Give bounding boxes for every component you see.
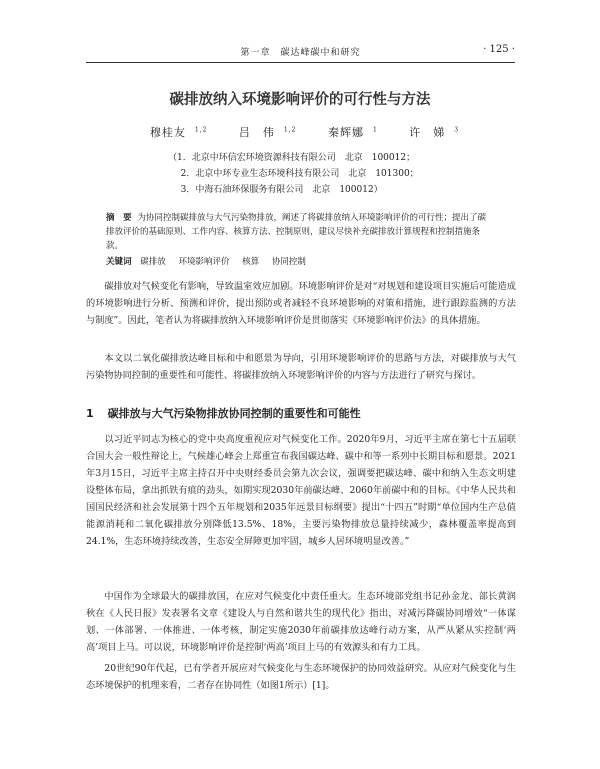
body-paragraph: 20世纪90年代起，已有学者开展应对气候变化与生态环境保护的协同效益研究。从应对气候变化与生态环境保护的机理来看，二者存在协同性（如图1所示）[1]。 (86, 663, 516, 691)
keyword: 协同控制 (271, 257, 306, 267)
author-affil-sup: 1 (372, 126, 378, 134)
author (141, 126, 208, 139)
abstract-text: 为协同控制碳排放与大气污染物排放，阐述了将碳排放纳入环境影响评价的可行性；提出了碳排放评价的基础原则、工作内容、核算方法、控制原则，建议尽快补充碳排放计算规程和控制措施条款。 (106, 213, 487, 251)
keywords-label: 关键词 (106, 257, 132, 267)
body-paragraph: 碳排放对气候变化有影响，导致温室效应加剧。环境影响评价是对“对规划和建设项目实施后可能造成的环境影响进行分析、预测和评价，提出预防或者减轻不良环境影响的对策和措施，进行跟踪监测的方法与制度”。因此，笔者认为将碳排放纳入环境影响评价是贯彻落实《环境影响评价法》的具体措施。 (86, 281, 516, 326)
body-paragraph: 本文以二氧化碳排放达峰目标和中和愿景为导向，引用环境影响评价的思路与方法，对碳排放与大气污染物协同控制的重要性和可能性、将碳排放纳入环境影响评价的内容与方法进行了研究与探讨。 (86, 353, 516, 381)
author-affil-sup: 1,2 (283, 126, 297, 134)
author-affil-sup: 1,2 (194, 126, 208, 134)
author-name: 许 娣 (409, 126, 446, 139)
author-name: 秦辉娜 (327, 126, 364, 139)
abstract (106, 211, 491, 253)
page-number: · 125 · (483, 44, 515, 55)
affiliation: 2．北京中环专业生态环境科技有限公司 北京 101300； (180, 169, 419, 179)
paper-title: 碳排放纳入环境影响评价的可行性与方法 (169, 92, 431, 108)
author (319, 126, 378, 139)
chapter-title: 第一章 碳达峰碳中和研究 (240, 48, 361, 58)
affiliation: （1．北京中环信宏环境资源科技有限公司 北京 100012； (168, 153, 416, 163)
author-affil-sup: 3 (454, 126, 460, 134)
abstract-label: 摘 要 (106, 213, 132, 223)
author-name: 吕 伟 (238, 126, 275, 139)
section-heading (86, 405, 361, 421)
author-list (0, 124, 600, 140)
section-number: 1 (86, 407, 94, 420)
running-header (86, 42, 515, 63)
keyword: 碳排放 (140, 257, 166, 267)
author-name: 穆桂友 (149, 126, 186, 139)
keyword: 环境影响评价 (178, 257, 230, 267)
affiliation: 3．中海石油环保服务有限公司 北京 100012） (180, 185, 383, 195)
author (230, 126, 297, 139)
body-paragraph: 中国作为全球最大的碳排放国，在应对气候变化中责任重大。生态环境部党组书记孙金龙、部长黄润秋在《人民日报》发表署名文章《建设人与自然和谐共生的现代化》指出，对减污降碳协同增效“一体谋划、一体部署、一体推进、一体考核，制定实施2030年前碳排放达峰行动方案，从严从紧从实控制‘两高’项目上马。可以说，环境影响评价是控制‘两高’项目上马的有效源头和有力工具。 (86, 591, 516, 653)
affiliation-list (168, 150, 419, 198)
body-paragraph: 以习近平同志为核心的党中央高度重视应对气候变化工作。2020年9月，习近平主席在第七十五届联合国大会一般性辩论上，气候雄心峰会上郑重宣布我国碳达峰、碳中和等一系列中长期目标和愿景。2021年3月15日，习近平主席主持召开中央财经委员会第九次会议，强调要把碳达峰、碳中和纳入生态文明建设整体布局，拿出抓铁有痕的劲头，如期实现2030年前碳达峰、2060年前碳中和的目标。《中华人民共和国国民经济和社会发展第十四个五年规划和2035年远景目标纲要》提出“十四五”时期“单位国内生产总值能源消耗和二氧化碳排放分别降低13.5%、18%，主要污染物排放总量持续减少，森林覆盖率提高到24.1%，生态环境持续改善，生态安全屏障更加牢固，城乡人居环境明显改善。” (86, 434, 516, 547)
author (400, 126, 459, 139)
keyword: 核算 (242, 257, 260, 267)
keywords (106, 255, 491, 269)
section-title: 碳排放与大气污染物排放协同控制的重要性和可能性 (107, 407, 361, 420)
